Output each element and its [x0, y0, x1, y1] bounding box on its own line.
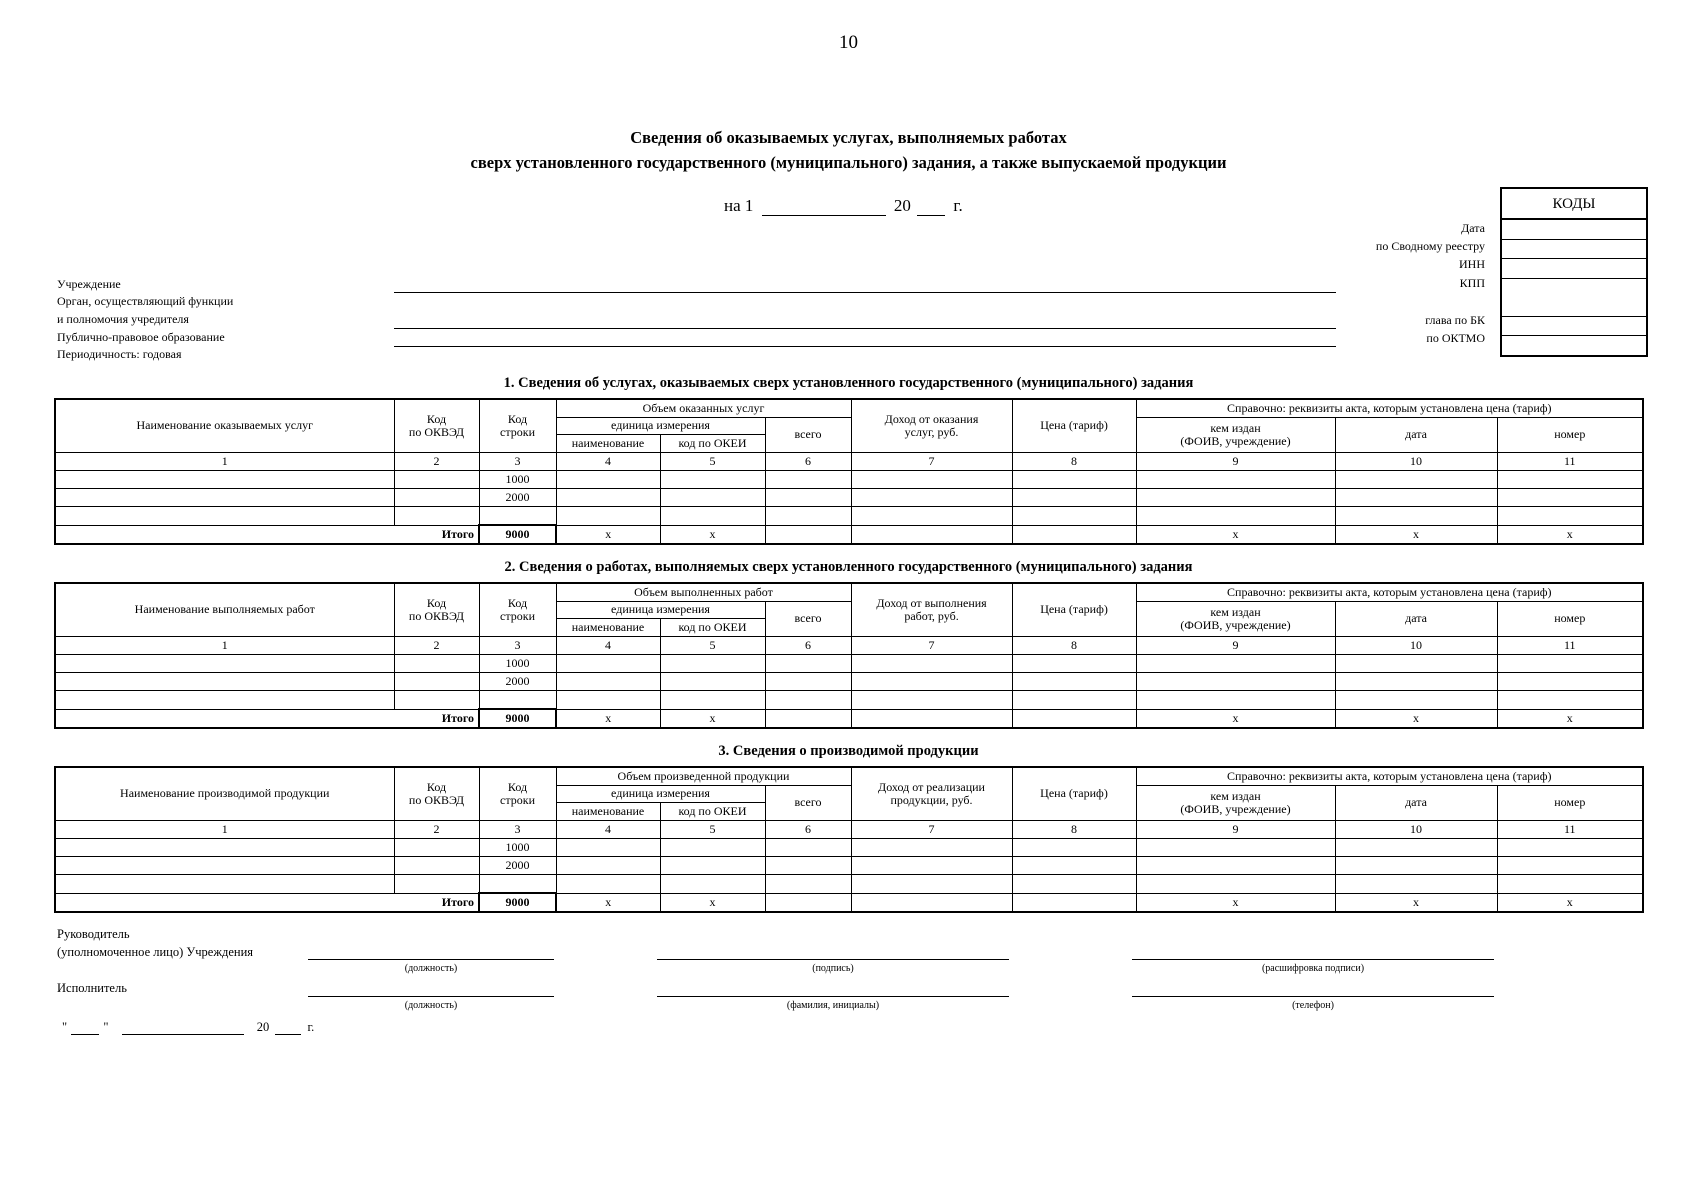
caption-executor-position: (должность): [404, 1000, 458, 1011]
label-date: Дата: [1461, 221, 1485, 235]
header-date: дата: [1335, 786, 1497, 821]
table-row[interactable]: [55, 691, 1643, 710]
header-unit-name: наименование: [556, 619, 660, 637]
label-kpp: КПП: [1459, 276, 1485, 290]
header-issued-by: кем издан (ФОИВ, учреждение): [1136, 786, 1335, 821]
header-price: Цена (тариф): [1012, 767, 1136, 821]
caption-decoding: (расшифровка подписи): [1261, 963, 1365, 974]
header-income: Доход от выполнения работ, руб.: [851, 583, 1012, 637]
header-total: всего: [765, 602, 851, 637]
column-number-row: 1 2 3 4 5 6 7 8 9 10 11: [55, 453, 1643, 471]
header-volume: Объем оказанных услуг: [556, 399, 851, 418]
caption-name: (фамилия, инициалы): [786, 1000, 880, 1011]
header-unit-name: наименование: [556, 435, 660, 453]
table-row[interactable]: 1000: [55, 471, 1643, 489]
code-date-cell[interactable]: [1502, 220, 1646, 240]
column-number-row: 1 2 3 4 5 6 7 8 9 10 11: [55, 821, 1643, 839]
label-bk: глава по БК: [1425, 313, 1485, 327]
header-unit: единица измерения: [556, 602, 765, 619]
header-unit-name: наименование: [556, 803, 660, 821]
total-row: Итого 9000 х х х х х: [55, 709, 1643, 728]
section-2-title: 2. Сведения о работах, выполняемых сверх установленного государственного (муниципального) задания: [504, 559, 1193, 575]
header-income: Доход от оказания услуг, руб.: [851, 399, 1012, 453]
code-kpp-cell[interactable]: [1502, 279, 1646, 317]
section-3-title: 3. Сведения о производимой продукции: [718, 743, 979, 759]
label-inn: ИНН: [1459, 257, 1485, 271]
header-total: всего: [765, 786, 851, 821]
table-row[interactable]: [55, 507, 1643, 526]
head-signature-field[interactable]: [657, 959, 1009, 960]
header-unit-code: код по ОКЕИ: [660, 435, 765, 453]
header-name: Наименование оказываемых услуг: [55, 399, 394, 453]
page-number: 10: [839, 32, 858, 53]
section-2-table: [54, 582, 1644, 729]
signature-year-field[interactable]: [275, 1020, 301, 1035]
date-day-month-field[interactable]: [762, 198, 886, 216]
table-row[interactable]: 1000: [55, 839, 1643, 857]
section-1-table: [54, 398, 1644, 545]
institution-field[interactable]: [394, 292, 1336, 293]
header-volume: Объем произведенной продукции: [556, 767, 851, 786]
header-number: номер: [1497, 602, 1643, 637]
signature-month-field[interactable]: [122, 1020, 244, 1035]
date-quote-close: ": [103, 1020, 109, 1034]
total-code: 9000: [479, 893, 556, 912]
label-institution: Учреждение: [57, 277, 121, 291]
section-1-title: 1. Сведения об услугах, оказываемых сверх установленного государственного (муниципального) задания: [503, 375, 1194, 391]
caption-position: (должность): [404, 963, 458, 974]
date-prefix: на 1: [724, 196, 754, 215]
table-row[interactable]: 2000: [55, 489, 1643, 507]
total-code: 9000: [479, 709, 556, 728]
executor-position-field[interactable]: [308, 996, 554, 997]
header-unit: единица измерения: [556, 786, 765, 803]
header-date: дата: [1335, 418, 1497, 453]
document-title-line-1: Сведения об оказываемых услугах, выполняемых работах: [630, 128, 1067, 147]
label-organ-1: Орган, осуществляющий функции: [57, 294, 234, 308]
section-3-table: [54, 766, 1644, 913]
caption-signature: (подпись): [812, 963, 854, 974]
header-name: Наименование выполняемых работ: [55, 583, 394, 637]
header-income: Доход от реализации продукции, руб.: [851, 767, 1012, 821]
label-head: Руководитель: [57, 927, 130, 941]
signature-date-line: [62, 1020, 314, 1035]
header-total: всего: [765, 418, 851, 453]
header-reference: Справочно: реквизиты акта, которым установлена цена (тариф): [1136, 399, 1643, 418]
signature-date-suffix: г.: [307, 1020, 315, 1034]
table-row[interactable]: [55, 875, 1643, 894]
total-label: Итого: [55, 525, 479, 544]
header-row-code: Код строки: [479, 767, 556, 821]
codes-box: [1500, 187, 1648, 357]
header-number: номер: [1497, 418, 1643, 453]
total-label: Итого: [55, 893, 479, 912]
header-issued-by: кем издан (ФОИВ, учреждение): [1136, 418, 1335, 453]
date-quote-open: ": [62, 1020, 68, 1034]
total-row: Итого 9000 х х х х х: [55, 525, 1643, 544]
table-row[interactable]: 1000: [55, 655, 1643, 673]
date-year-field[interactable]: [917, 198, 945, 216]
column-number-row: 1 2 3 4 5 6 7 8 9 10 11: [55, 637, 1643, 655]
header-row-code: Код строки: [479, 583, 556, 637]
header-unit-code: код по ОКЕИ: [660, 619, 765, 637]
header-unit: единица измерения: [556, 418, 765, 435]
code-bk-cell[interactable]: [1502, 317, 1646, 337]
label-periodicity: Периодичность: годовая: [57, 347, 182, 361]
executor-name-field[interactable]: [657, 996, 1009, 997]
header-okved: Код по ОКВЭД: [394, 399, 479, 453]
header-number: номер: [1497, 786, 1643, 821]
total-label: Итого: [55, 709, 479, 728]
total-code: 9000: [479, 525, 556, 544]
code-inn-cell[interactable]: [1502, 259, 1646, 279]
label-oktmo: по ОКТМО: [1426, 331, 1485, 345]
report-date-line: [724, 196, 963, 216]
header-issued-by: кем издан (ФОИВ, учреждение): [1136, 602, 1335, 637]
code-registry-cell[interactable]: [1502, 240, 1646, 260]
header-unit-code: код по ОКЕИ: [660, 803, 765, 821]
table-row[interactable]: 2000: [55, 857, 1643, 875]
municipality-field[interactable]: [394, 346, 1336, 347]
header-reference: Справочно: реквизиты акта, которым установлена цена (тариф): [1136, 583, 1643, 602]
table-row[interactable]: 2000: [55, 673, 1643, 691]
total-row: Итого 9000 х х х х х: [55, 893, 1643, 912]
header-date: дата: [1335, 602, 1497, 637]
date-suffix: г.: [953, 196, 963, 215]
label-organ-2: и полномочия учредителя: [57, 312, 189, 326]
header-okved: Код по ОКВЭД: [394, 767, 479, 821]
label-head-authorized: (уполномоченное лицо) Учреждения: [57, 945, 254, 959]
label-executor: Исполнитель: [57, 981, 127, 995]
header-name: Наименование производимой продукции: [55, 767, 394, 821]
signature-day-field[interactable]: [71, 1020, 99, 1035]
head-position-field[interactable]: [308, 959, 554, 960]
label-registry: по Сводному реестру: [1375, 239, 1485, 253]
head-decoding-field[interactable]: [1132, 959, 1494, 960]
date-year-prefix: 20: [893, 196, 911, 215]
header-price: Цена (тариф): [1012, 583, 1136, 637]
code-oktmo-cell[interactable]: [1502, 336, 1646, 355]
codes-header: КОДЫ: [1502, 189, 1646, 220]
executor-phone-field[interactable]: [1132, 996, 1494, 997]
header-reference: Справочно: реквизиты акта, которым установлена цена (тариф): [1136, 767, 1643, 786]
caption-phone: (телефон): [1292, 1000, 1334, 1011]
header-volume: Объем выполненных работ: [556, 583, 851, 602]
header-price: Цена (тариф): [1012, 399, 1136, 453]
signature-year-prefix: 20: [256, 1020, 270, 1034]
document-title-line-2: сверх установленного государственного (муниципального) задания, а также выпускаемой продукции: [470, 153, 1227, 172]
header-okved: Код по ОКВЭД: [394, 583, 479, 637]
header-row-code: Код строки: [479, 399, 556, 453]
organ-field[interactable]: [394, 328, 1336, 329]
label-municipality: Публично-правовое образование: [57, 330, 225, 344]
